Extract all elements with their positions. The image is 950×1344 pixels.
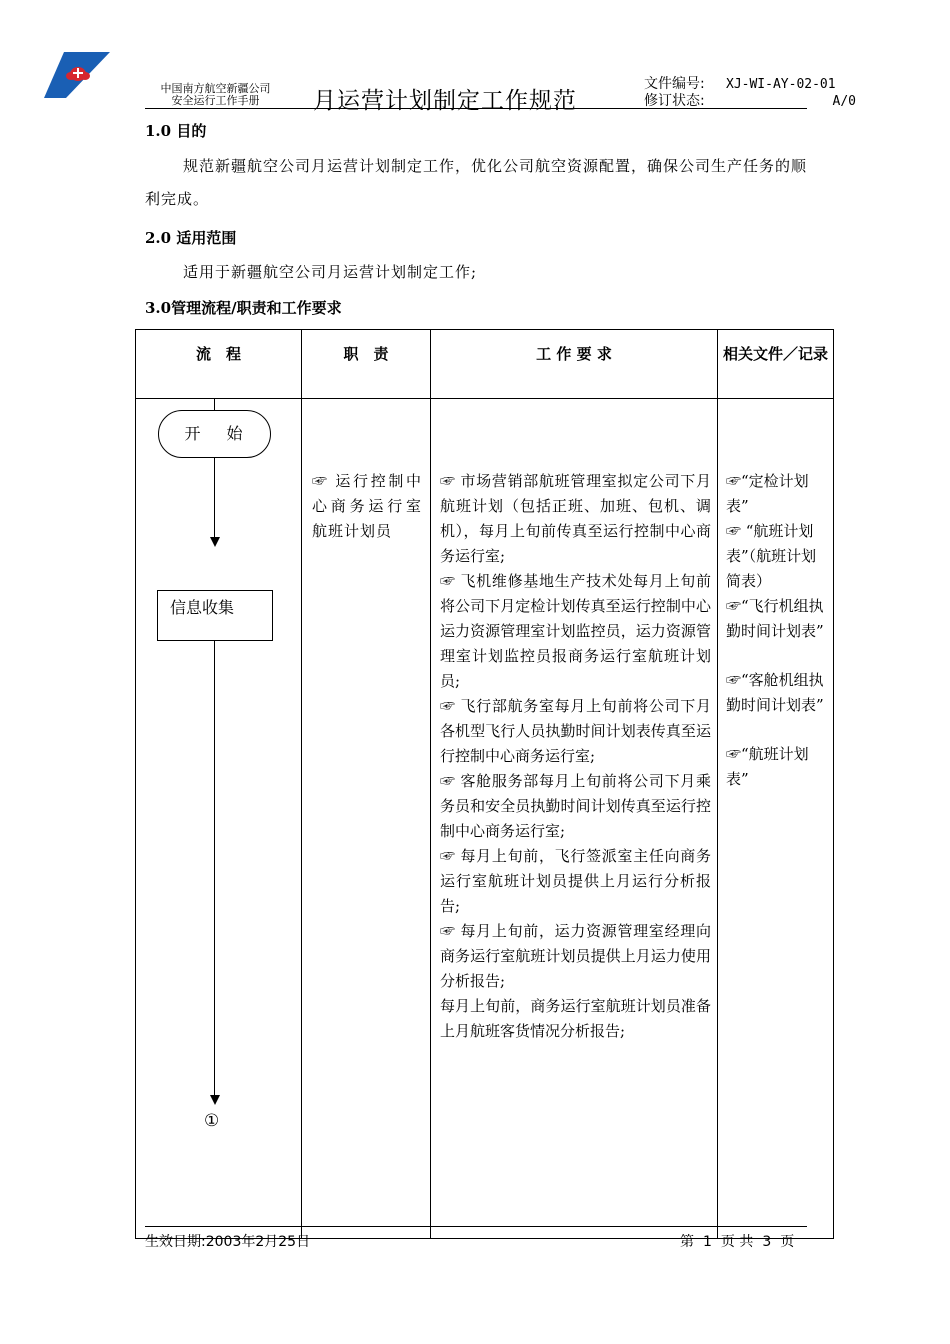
requirement-item: ☞ 市场营销部航班管理室拟定公司下月航班计划（包括正班、加班、包机、调机），每月上旬前传真至运行控制中心商务运行室; bbox=[440, 472, 711, 565]
header-requirements: 工 作 要 求 bbox=[431, 330, 718, 399]
flow-arrow-2-icon bbox=[210, 1095, 220, 1105]
document-item: ☞“客舱机组执勤时间计划表” bbox=[726, 671, 824, 714]
footer-divider bbox=[145, 1226, 807, 1227]
company-line-2: 安全运行工作手册 bbox=[171, 94, 260, 107]
header-duty: 职 责 bbox=[302, 330, 431, 399]
doc-number-label: 文件编号: bbox=[644, 76, 705, 92]
requirement-item: ☞ 每月上旬前，运力资源管理室经理向商务运行室航班计划员提供上月运力使用分析报告; bbox=[440, 922, 711, 990]
doc-number-value: XJ-WI-AY-02-01 bbox=[726, 77, 836, 92]
page-number: 1 bbox=[703, 1234, 712, 1250]
flow-connector: ① bbox=[204, 1111, 220, 1131]
header-flow: 流 程 bbox=[136, 330, 302, 399]
section-1-text: 规范新疆航空公司月运营计划制定工作，优化公司航空资源配置，确保公司生产任务的顺利完成。 bbox=[145, 157, 808, 208]
section-1-title: 1.0 目的 bbox=[145, 122, 207, 140]
flow-arrow-1-icon bbox=[210, 537, 220, 547]
requirement-item: 每月上旬前，商务运行室航班计划员准备上月航班客货情况分析报告; bbox=[440, 997, 711, 1040]
page-suffix: 页 bbox=[780, 1234, 795, 1250]
info-collection-box: 信息收集 bbox=[157, 590, 273, 641]
document-item: ☞ “航班计划表”（航班计划简表） bbox=[726, 522, 817, 590]
company-name bbox=[148, 83, 283, 107]
header-documents: 相关文件／记录 bbox=[718, 330, 834, 399]
effective-date: 生效日期:2003年2月25日 bbox=[145, 1234, 311, 1250]
document-title: 月运营计划制定工作规范 bbox=[313, 88, 577, 114]
process-table bbox=[135, 329, 834, 1239]
page-mid: 页 共 bbox=[720, 1234, 754, 1250]
company-logo bbox=[44, 52, 110, 98]
document-item: ☞“飞行机组执勤时间计划表” bbox=[726, 597, 824, 640]
page-total: 3 bbox=[762, 1234, 772, 1250]
requirement-item: ☞ 飞行部航务室每月上旬前将公司下月各机型飞行人员执勤时间计划表传真至运行控制中心商务运行室; bbox=[440, 697, 711, 765]
flow-cell bbox=[136, 399, 302, 1239]
document-item: ☞“航班计划表” bbox=[726, 745, 809, 788]
revision-label: 修订状态: bbox=[644, 93, 705, 109]
document-item: ☞“定检计划表” bbox=[726, 472, 809, 515]
section-2-text: 适用于新疆航空公司月运营计划制定工作; bbox=[183, 263, 478, 281]
revision-value: A/0 bbox=[832, 94, 856, 109]
document-meta bbox=[644, 76, 876, 110]
section-2-title: 2.0 适用范围 bbox=[145, 229, 237, 247]
table-body-row bbox=[136, 399, 834, 1239]
requirement-item: ☞ 每月上旬前，飞行签派室主任向商务运行室航班计划员提供上月运行分析报告; bbox=[440, 847, 711, 915]
requirements-cell bbox=[431, 399, 718, 1239]
requirement-item: ☞ 飞机维修基地生产技术处每月上旬前将公司下月定检计划传真至运行控制中心运力资源管理室计划监控员，运力资源管理室计划监控员报商务运行室航班计划员; bbox=[440, 572, 711, 690]
page-prefix: 第 bbox=[680, 1234, 694, 1250]
flow-line-2 bbox=[214, 641, 215, 1096]
header-divider bbox=[145, 108, 807, 109]
section-3-title: 3.0管理流程/职责和工作要求 bbox=[145, 299, 342, 317]
flow-line-top bbox=[214, 399, 215, 410]
table-header-row bbox=[136, 330, 834, 399]
company-line-1: 中国南方航空新疆公司 bbox=[160, 82, 271, 95]
documents-cell bbox=[718, 399, 834, 1239]
flow-line-1 bbox=[214, 458, 215, 538]
page-indicator bbox=[680, 1231, 803, 1251]
start-terminator: 开始 bbox=[158, 410, 271, 458]
requirement-item: ☞ 客舱服务部每月上旬前将公司下月乘务员和安全员执勤时间计划传真至运行控制中心商务运行室; bbox=[440, 772, 711, 840]
duty-cell: ☞ 运行控制中心商务运行室航班计划员 bbox=[302, 399, 431, 1239]
